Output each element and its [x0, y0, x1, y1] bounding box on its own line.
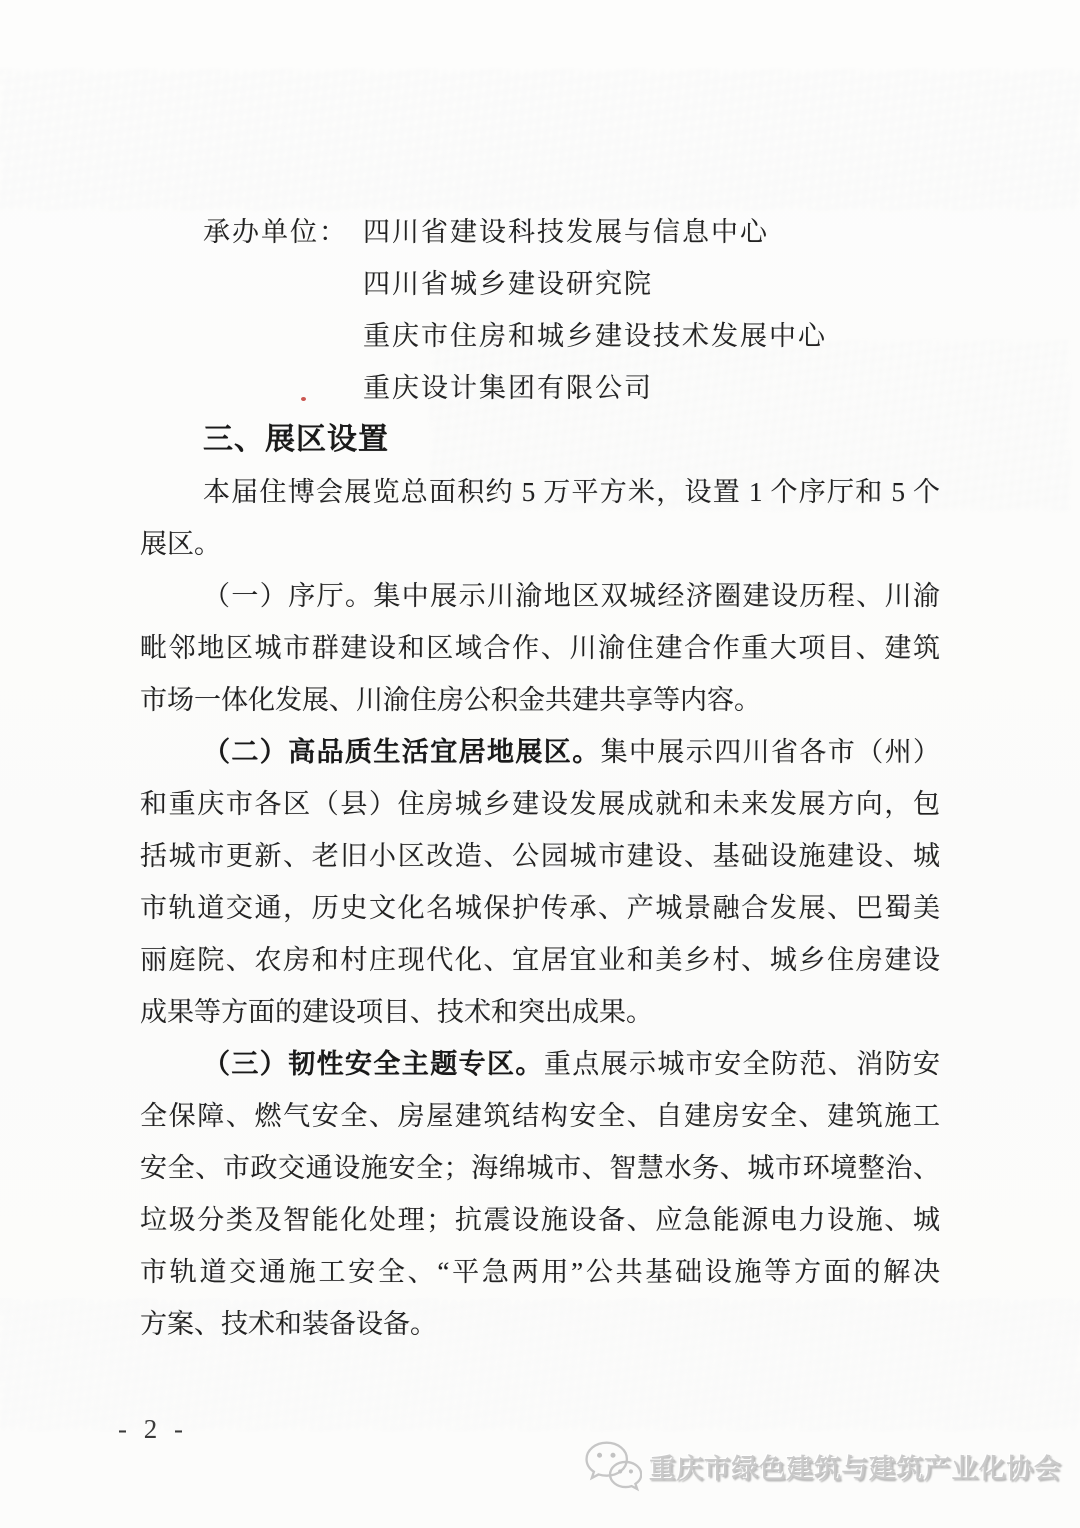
text-segment: 全保障、燃气安全、房屋建筑结构安全、自建房安全、建筑施工: [140, 1101, 940, 1131]
organizer-block: [140, 206, 940, 414]
text-segment: 市轨道交通，历史文化名城保护传承、产城景融合发展、巴蜀美: [140, 893, 940, 923]
text-line: [140, 1246, 940, 1298]
organizer-item: 四川省建设科技发展与信息中心: [363, 217, 769, 247]
text-segment: 展区。: [140, 529, 221, 559]
text-line: [140, 1194, 940, 1246]
text-line: [140, 778, 940, 830]
text-line: [140, 986, 940, 1038]
text-segment: 市场一体化发展、川渝住房公积金共建共享等内容。: [140, 685, 761, 715]
text-line: [140, 674, 940, 726]
organizer-item: 重庆设计集团有限公司: [363, 373, 653, 403]
organizer-list: [363, 206, 827, 414]
text-line: [140, 466, 940, 518]
text-segment: 和重庆市各区（县）住房城乡建设发展成就和未来发展方向，包: [140, 789, 940, 819]
text-line: [140, 570, 940, 622]
text-line: [140, 934, 940, 986]
section-heading: 三、展区设置: [203, 423, 389, 456]
section-lead-phrase: （二）高品质生活宜居地展区。: [203, 737, 601, 767]
organizer-item: 重庆市住房和城乡建设技术发展中心: [363, 321, 827, 351]
text-segment: 括城市更新、老旧小区改造、公园城市建设、基础设施建设、城: [140, 841, 940, 871]
text-line: [140, 1298, 940, 1350]
scan-bleedthrough-top: [0, 70, 1080, 210]
text-segment: 丽庭院、农房和村庄现代化、宜居宜业和美乡村、城乡住房建设: [140, 945, 940, 975]
text-segment: 集中展示四川省各市（州）: [600, 737, 940, 767]
text-segment: 市轨道交通施工安全、“平急两用”公共基础设施等方面的解决: [140, 1257, 940, 1287]
organizer-label: 承办单位：: [203, 217, 348, 247]
text-line: [140, 622, 940, 674]
text-line: [140, 1142, 940, 1194]
text-line: [140, 882, 940, 934]
text-line: [140, 518, 940, 570]
organizer-item: 四川省城乡建设研究院: [363, 269, 653, 299]
text-segment: 本届住博会展览总面积约 5 万平方米，设置 1 个序厅和 5 个: [203, 477, 940, 507]
text-line: [140, 830, 940, 882]
text-line: [140, 1038, 940, 1090]
text-segment: 方案、技术和装备设备。: [140, 1309, 437, 1339]
document-content: [140, 206, 940, 1350]
text-segment: 垃圾分类及智能化处理；抗震设施设备、应急能源电力设施、城: [140, 1205, 940, 1235]
section-lead-phrase: （三）韧性安全主题专区。: [203, 1049, 544, 1079]
text-segment: （一）序厅。集中展示川渝地区双城经济圈建设历程、川渝: [203, 581, 940, 611]
text-segment: 毗邻地区城市群建设和区域合作、川渝住建合作重大项目、建筑: [140, 633, 940, 663]
body-text: [140, 466, 940, 1350]
text-line: [140, 726, 940, 778]
ink-speck: [301, 397, 306, 401]
wechat-icon: [584, 1440, 642, 1492]
watermark-text: 重庆市绿色建筑与建筑产业化协会: [649, 1453, 1062, 1484]
text-line: [140, 1090, 940, 1142]
watermark: [584, 1440, 1062, 1492]
text-segment: 成果等方面的建设项目、技术和突出成果。: [140, 997, 653, 1027]
text-segment: 重点展示城市安全防范、消防安: [543, 1049, 940, 1079]
page-number: - 2 -: [118, 1414, 188, 1444]
text-segment: 安全、市政交通设施安全；海绵城市、智慧水务、城市环境整治、: [140, 1153, 940, 1183]
